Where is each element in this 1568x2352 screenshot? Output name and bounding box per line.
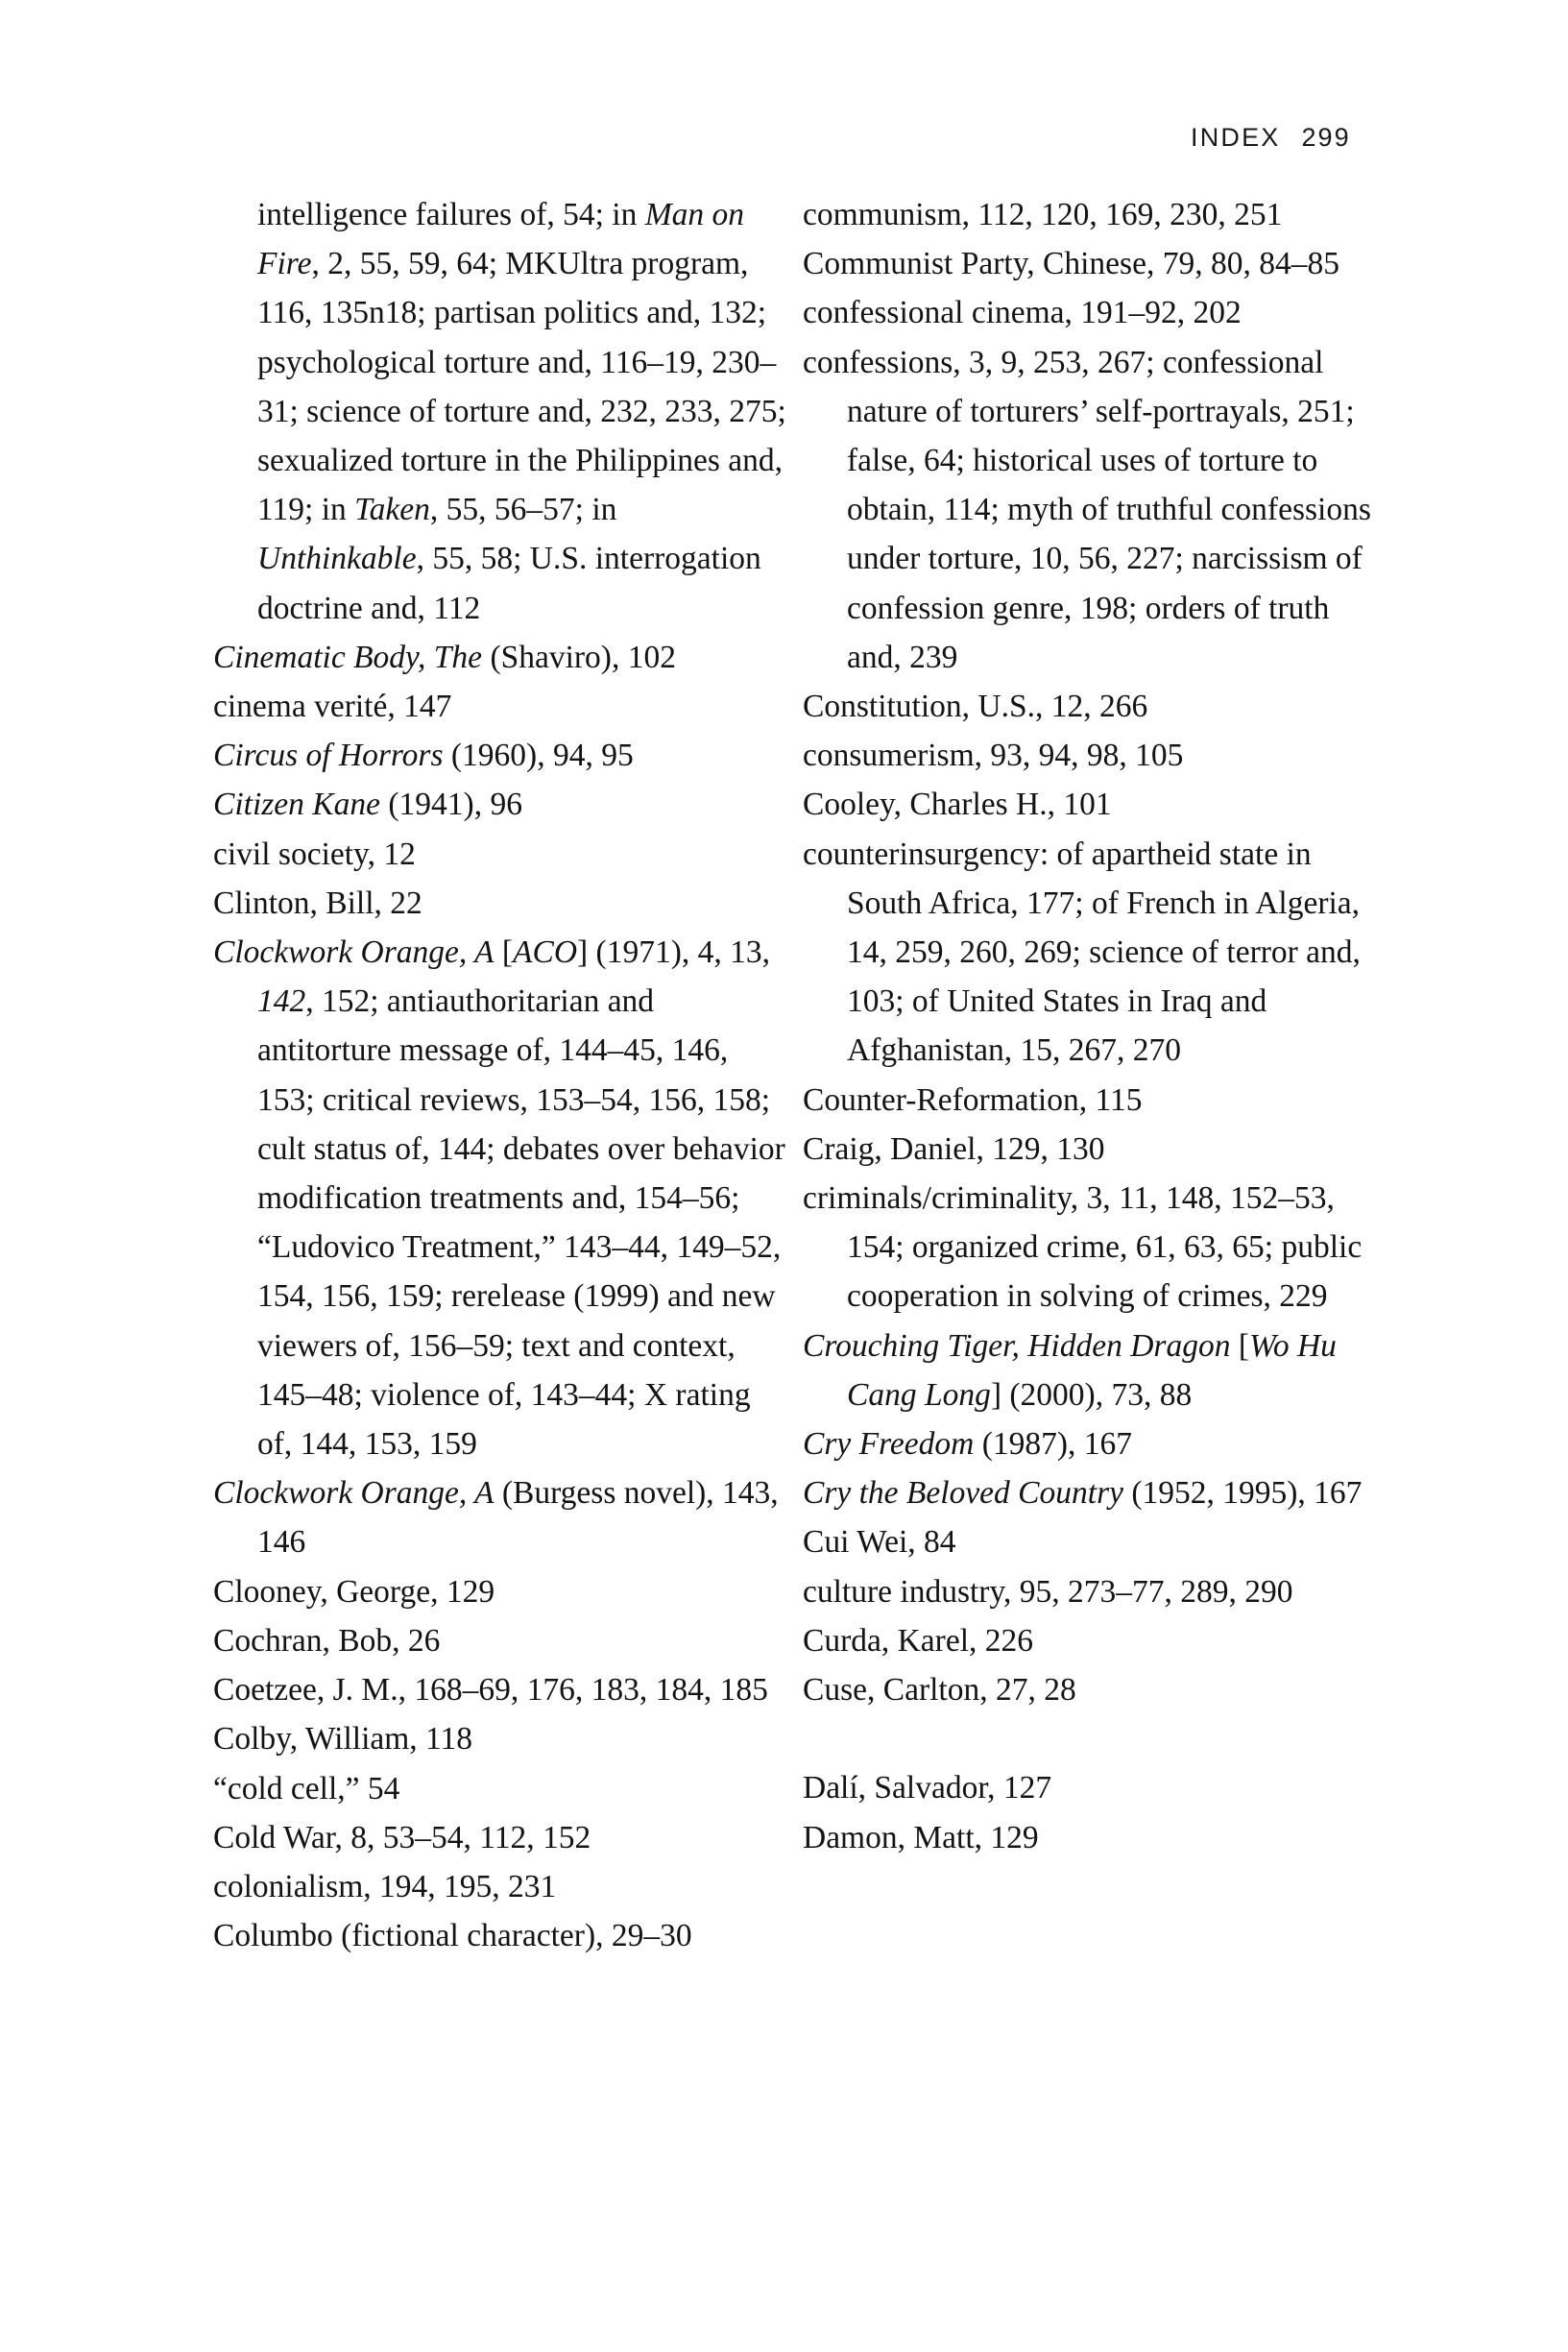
entry-text-italic: ACO bbox=[513, 934, 578, 971]
index-entry bbox=[803, 682, 1379, 731]
entry-text-italic: Wo Hu Cang Long bbox=[847, 1327, 1337, 1413]
running-head-section: INDEX bbox=[1191, 123, 1281, 152]
entry-text: intelligence failures of, 54; in bbox=[257, 197, 645, 232]
entry-text: Curda, Karel, 226 bbox=[803, 1622, 1034, 1659]
entry-text: Cui Wei, 84 bbox=[803, 1524, 956, 1561]
index-entry bbox=[213, 1714, 789, 1763]
index-entry bbox=[803, 1321, 1379, 1419]
entry-text: Cooley, Charles H., 101 bbox=[803, 787, 1112, 823]
index-entry bbox=[803, 1517, 1379, 1566]
entry-text-italic: Clockwork Orange, A bbox=[213, 1475, 495, 1512]
entry-text: Cochran, Bob, 26 bbox=[213, 1622, 441, 1659]
entry-text-italic: Cry Freedom bbox=[803, 1426, 975, 1463]
entry-text: (1960), 94, 95 bbox=[443, 738, 634, 774]
entry-text-italic: Taken bbox=[354, 492, 430, 528]
index-entry bbox=[213, 682, 789, 731]
entry-text: [ bbox=[1230, 1327, 1249, 1364]
entry-text: ] (2000), 73, 88 bbox=[990, 1376, 1193, 1413]
index-entry bbox=[213, 1862, 789, 1911]
entry-text: counterinsurgency: of apartheid state in South Africa, 177; of French in Algeria, 14, 259, 260, 269; science of terror and, 103; of United States in Iraq and Afghanistan, 15, 267, 270 bbox=[803, 836, 1361, 1069]
entry-text: (Shaviro), 102 bbox=[482, 639, 676, 675]
index-entry bbox=[803, 338, 1379, 682]
entry-text: , 2, 55, 59, 64; MKUltra program, 116, 135n18; partisan politics and, 132; psychological torture and, 116–19, 230–31; science of torture and, 232, 233, 275; sexualized torture in the Philippines and, 119; in bbox=[257, 246, 786, 528]
index-entry bbox=[213, 830, 789, 879]
index-entry bbox=[213, 1911, 789, 1960]
index-entry bbox=[213, 780, 789, 829]
entry-text: confessional cinema, 191–92, 202 bbox=[803, 295, 1242, 331]
index-entry bbox=[803, 1665, 1379, 1714]
entry-text: Clooney, George, 129 bbox=[213, 1573, 495, 1610]
entry-text-italic: Unthinkable bbox=[257, 541, 417, 577]
entry-text-italic: Man on Fire bbox=[257, 197, 745, 282]
index-entry bbox=[803, 1616, 1379, 1665]
index-entry bbox=[213, 928, 789, 1468]
index-entry bbox=[803, 731, 1379, 780]
index-entry bbox=[803, 1468, 1379, 1517]
entry-text: criminals/criminality, 3, 11, 148, 152–53, 154; organized crime, 61, 63, 65; public cooperation in solving of crimes, 229 bbox=[803, 1180, 1363, 1315]
index-entry-continued bbox=[213, 190, 789, 633]
entry-text: “cold cell,” 54 bbox=[213, 1770, 400, 1806]
index-entry bbox=[803, 288, 1379, 337]
entry-text: Cuse, Carlton, 27, 28 bbox=[803, 1672, 1076, 1709]
page-number: 299 bbox=[1301, 123, 1351, 152]
index-entry bbox=[803, 239, 1379, 288]
entry-text-italic: Citizen Kane bbox=[213, 787, 381, 823]
entry-text: Dalí, Salvador, 127 bbox=[803, 1770, 1052, 1806]
entry-text: culture industry, 95, 273–77, 289, 290 bbox=[803, 1573, 1293, 1610]
index-entry bbox=[803, 1125, 1379, 1174]
entry-text: (1987), 167 bbox=[974, 1426, 1132, 1463]
entry-text: consumerism, 93, 94, 98, 105 bbox=[803, 738, 1184, 774]
index-entry bbox=[213, 1813, 789, 1862]
index-entry bbox=[213, 1567, 789, 1616]
entry-text: communism, 112, 120, 169, 230, 251 bbox=[803, 197, 1283, 232]
index-entry bbox=[803, 1567, 1379, 1616]
index-entry bbox=[213, 731, 789, 780]
entry-text: Columbo (fictional character), 29–30 bbox=[213, 1918, 692, 1954]
index-entry bbox=[803, 780, 1379, 829]
index-entry bbox=[803, 830, 1379, 1076]
entry-text: Counter-Reformation, 115 bbox=[803, 1081, 1143, 1118]
entry-text: (1941), 96 bbox=[380, 787, 522, 823]
letter-group-gap bbox=[803, 1714, 1379, 1763]
entry-text: Colby, William, 118 bbox=[213, 1721, 473, 1758]
index-column-left bbox=[213, 190, 789, 1960]
index-entry bbox=[803, 1813, 1379, 1862]
entry-text-italic: Clockwork Orange, A bbox=[213, 934, 495, 971]
index-entry bbox=[213, 879, 789, 928]
index-entry bbox=[803, 1419, 1379, 1468]
index-entry bbox=[213, 1616, 789, 1665]
index-entry bbox=[213, 633, 789, 682]
entry-text: colonialism, 194, 195, 231 bbox=[213, 1868, 557, 1904]
running-head bbox=[1191, 123, 1351, 153]
entry-text: , 55, 58; U.S. interrogation doctrine and, 112 bbox=[257, 541, 761, 626]
entry-text: (1952, 1995), 167 bbox=[1123, 1475, 1363, 1512]
entry-text-italic: Circus of Horrors bbox=[213, 738, 444, 774]
index-entry bbox=[213, 1468, 789, 1566]
entry-text: cinema verité, 147 bbox=[213, 689, 452, 725]
entry-text: Constitution, U.S., 12, 266 bbox=[803, 689, 1148, 725]
entry-text: (Burgess novel), 143, 146 bbox=[257, 1475, 779, 1561]
entry-text: Clinton, Bill, 22 bbox=[213, 885, 422, 921]
entry-text-italic: Cry the Beloved Country bbox=[803, 1475, 1123, 1512]
index-entry bbox=[803, 190, 1379, 239]
entry-text: Communist Party, Chinese, 79, 80, 84–85 bbox=[803, 246, 1339, 282]
index-entry bbox=[213, 1764, 789, 1813]
entry-text: Craig, Daniel, 129, 130 bbox=[803, 1130, 1105, 1167]
entry-text: [ bbox=[494, 934, 514, 971]
entry-text: , 152; antiauthoritarian and antitorture message of, 144–45, 146, 153; critical reviews, 153–54, 156, 158; cult status of, 144; debates over behavior modification treatments and, 154–56; “Ludovico Treatment,” 143–44, 149–52, 154, 156, 159; rerelease (1999) and new viewers of, 156–59; text and context, 145–48; violence of, 143–44; X rating of, 144, 153, 159 bbox=[257, 983, 785, 1463]
index-entry bbox=[213, 1665, 789, 1714]
entry-text: confessions, 3, 9, 253, 267; confessional nature of torturers’ self-portrayals, 251; false, 64; historical uses of torture to obtain, 114; myth of truthful confessions under torture, 10, 56, 227; narcissism of confession genre, 198; orders of truth and, 239 bbox=[803, 344, 1371, 675]
entry-text-italic: Crouching Tiger, Hidden Dragon bbox=[803, 1327, 1231, 1364]
index-entry bbox=[803, 1763, 1379, 1812]
entry-text-italic: Cinematic Body, The bbox=[213, 639, 483, 675]
entry-text: Cold War, 8, 53–54, 112, 152 bbox=[213, 1819, 591, 1855]
index-column-right bbox=[803, 190, 1379, 1862]
entry-text: , 55, 56–57; in bbox=[429, 492, 617, 528]
entry-text: civil society, 12 bbox=[213, 836, 416, 872]
entry-text: ] (1971), 4, 13, bbox=[577, 934, 770, 971]
index-entry bbox=[803, 1076, 1379, 1125]
entry-text: Damon, Matt, 129 bbox=[803, 1819, 1039, 1855]
entry-text-italic: 142 bbox=[257, 983, 306, 1020]
index-entry bbox=[803, 1174, 1379, 1321]
entry-text: Coetzee, J. M., 168–69, 176, 183, 184, 185 bbox=[213, 1672, 768, 1709]
